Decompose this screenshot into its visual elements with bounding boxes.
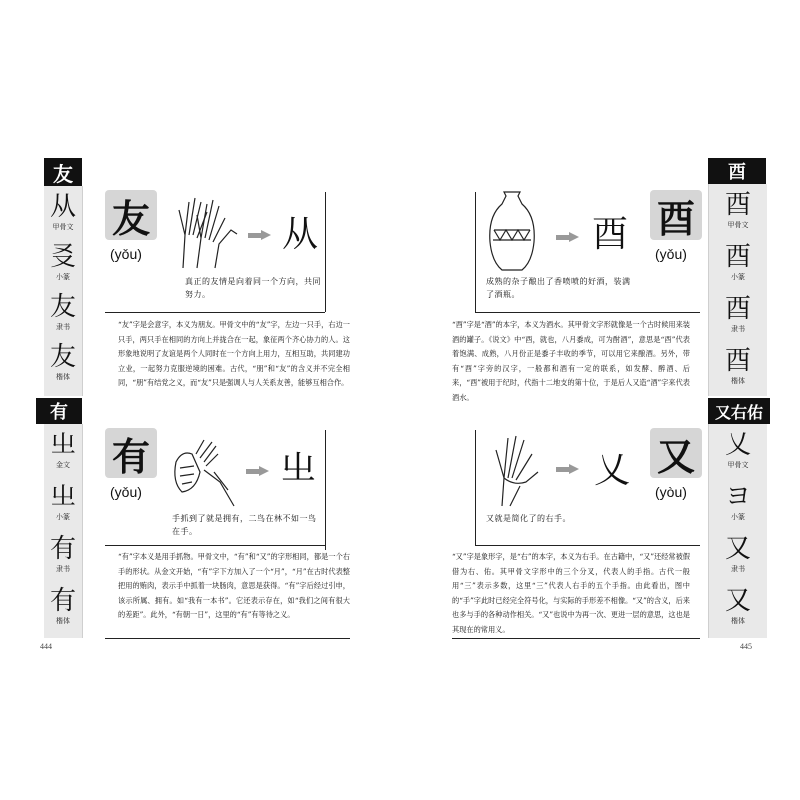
tab-you-right[interactable] [708, 398, 770, 424]
glyph-regular: 酉 楷体 [724, 346, 751, 385]
two-hands-illustration [175, 190, 245, 270]
glyph-column-you-have [44, 424, 83, 638]
glyph-seal: 㞢 小篆 [49, 482, 76, 521]
tab-you-friend[interactable] [44, 158, 82, 186]
divider-line [475, 312, 700, 313]
tab-label: 有 [50, 402, 68, 423]
glyph-clerical: 又 隶书 [724, 534, 751, 573]
tab-label: 酉 [728, 162, 746, 183]
divider-vertical [325, 430, 326, 550]
body-text: “酉”字是“酒”的本字，本义为酒水。其甲骨文字形就像是一个古时候用来装酒的罐子。《说文》中“酉，就也，八月黍成，可为酎酒”，意思是“酉”代表着饱满、成熟，八月份正是黍子丰收的季节，可以用它来酿酒。另外，带有“酉”字旁的汉字，一般都和酒有一定的联系，如发酵、醉酒、后来，“酉”被用于纪时，代指十二地支的第十位，于是后人又造“酒”字来代表酒水。 [452, 320, 690, 402]
glyph-bronze: 㞢 金文 [49, 430, 76, 469]
illustration-caption: 成熟的杂子酿出了香喷喷的好酒，装满了酒瓶。 [486, 277, 631, 299]
glyph-column-you-friend [44, 186, 83, 396]
glyph-oracle: 乂 甲骨文 [724, 430, 751, 469]
tab-label: 又右佑 [714, 402, 763, 422]
tab-you-wine[interactable] [708, 158, 766, 184]
tab-you-have[interactable] [36, 398, 82, 424]
character-box: 酉 [650, 190, 702, 240]
illustration-caption: 真正的友情是向着同一个方向，共同努力。 [185, 277, 321, 299]
glyph-regular: 有 楷体 [49, 586, 76, 625]
illustration-caption: 又就是简化了的右手。 [486, 514, 571, 523]
divider-line [105, 312, 325, 313]
glyph-seal: 㕛 小篆 [49, 242, 76, 281]
ancient-form: 从 [282, 214, 319, 255]
character-box: 友 [105, 190, 157, 240]
divider-vertical [475, 430, 476, 545]
page-bottom-rule [105, 638, 350, 639]
page-number: 445 [740, 642, 752, 651]
divider-line [105, 545, 325, 546]
page-number: 444 [40, 642, 52, 651]
pinyin: (yǒu) [110, 246, 142, 262]
transform-arrow [246, 466, 270, 476]
glyph-seal: ヨ 小篆 [724, 482, 751, 521]
wine-jar-illustration [486, 190, 538, 272]
divider-vertical [475, 192, 476, 312]
transform-arrow [556, 464, 580, 474]
glyph-clerical: 有 隶书 [49, 534, 76, 573]
ancient-form: 酉 [592, 214, 629, 255]
character-box: 又 [650, 428, 702, 478]
divider-line [475, 545, 700, 546]
character-box: 有 [105, 428, 157, 478]
transform-arrow [556, 232, 580, 242]
glyph-column-you-right [708, 424, 767, 638]
glyph-column-you-wine [708, 184, 767, 396]
hand-holding-meat-illustration [170, 432, 242, 508]
glyph-regular: 又 楷体 [724, 586, 751, 625]
body-text: “有”字本义是用手抓物。甲骨文中，“有”和“又”的字形相同，都是一个右手的形状。从金文开始，“有”字下方加入了一个“月”，“月”在古时代表整把用的贿肉，表示手中抓着一块肠肉，意思是获得。“有”字后经过引申，该示所属、拥有。如“我有一本书”。它还表示存在，如“我们之间有很大的差距”。此外，“有朝一日”，这里的“有”有等待之义。 [118, 552, 350, 620]
right-hand-illustration [486, 432, 544, 508]
transform-arrow [248, 230, 272, 240]
body-text: “又”字是象形字，是“右”的本字，本义为右手。在古籍中，“又”还经常被假借为右、佑。其甲骨文字形中的三个分叉，代表人的手指。古代一般用“三”表示多数，这里“三”代表人右手的五个手指。由此看出，图中的“手”字此时已经完全符号化，与实际的手形差不相像。“又”的含义，后来也多与手的各种动作相关。“又”也说中为再一次、更进一层的意思，这也是其现在的常用义。 [452, 552, 690, 634]
page-bottom-rule [452, 638, 700, 639]
illustration-caption: 手抓到了就是拥有，二鸟在林不如一鸟在手。 [172, 514, 317, 536]
glyph-seal: 酉 小篆 [724, 242, 751, 281]
pinyin: (yǒu) [655, 246, 687, 262]
pinyin: (yǒu) [110, 484, 142, 500]
tab-label: 友 [53, 161, 73, 186]
divider-vertical [325, 192, 326, 312]
glyph-oracle: 从 甲骨文 [49, 192, 76, 231]
glyph-clerical: 酉 隶书 [724, 294, 751, 333]
pinyin: (yòu) [655, 484, 687, 500]
ancient-form: 㞢 [280, 448, 317, 489]
body-text: “友”字是会意字，本义为朋友。甲骨文中的“友”字，左边一只手，右边一只手，两只手在相同的方向上并拢合在一起，象征两个齐心协力的人。这形象地说明了友谊是两个人同时在一个方向上用力，互相互助，共同建功立业，一起努力克服逆境的困难。古代，“朋”和“友”的含义并不完全相同，“朋”有结党之义，而“友”只是强调人与人关系友善，能够互相合作。 [118, 320, 350, 388]
ancient-form: 乂 [594, 450, 631, 491]
glyph-regular: 友 楷体 [49, 342, 76, 381]
glyph-oracle: 酉 甲骨文 [724, 190, 751, 229]
glyph-clerical: 友 隶书 [49, 292, 76, 331]
